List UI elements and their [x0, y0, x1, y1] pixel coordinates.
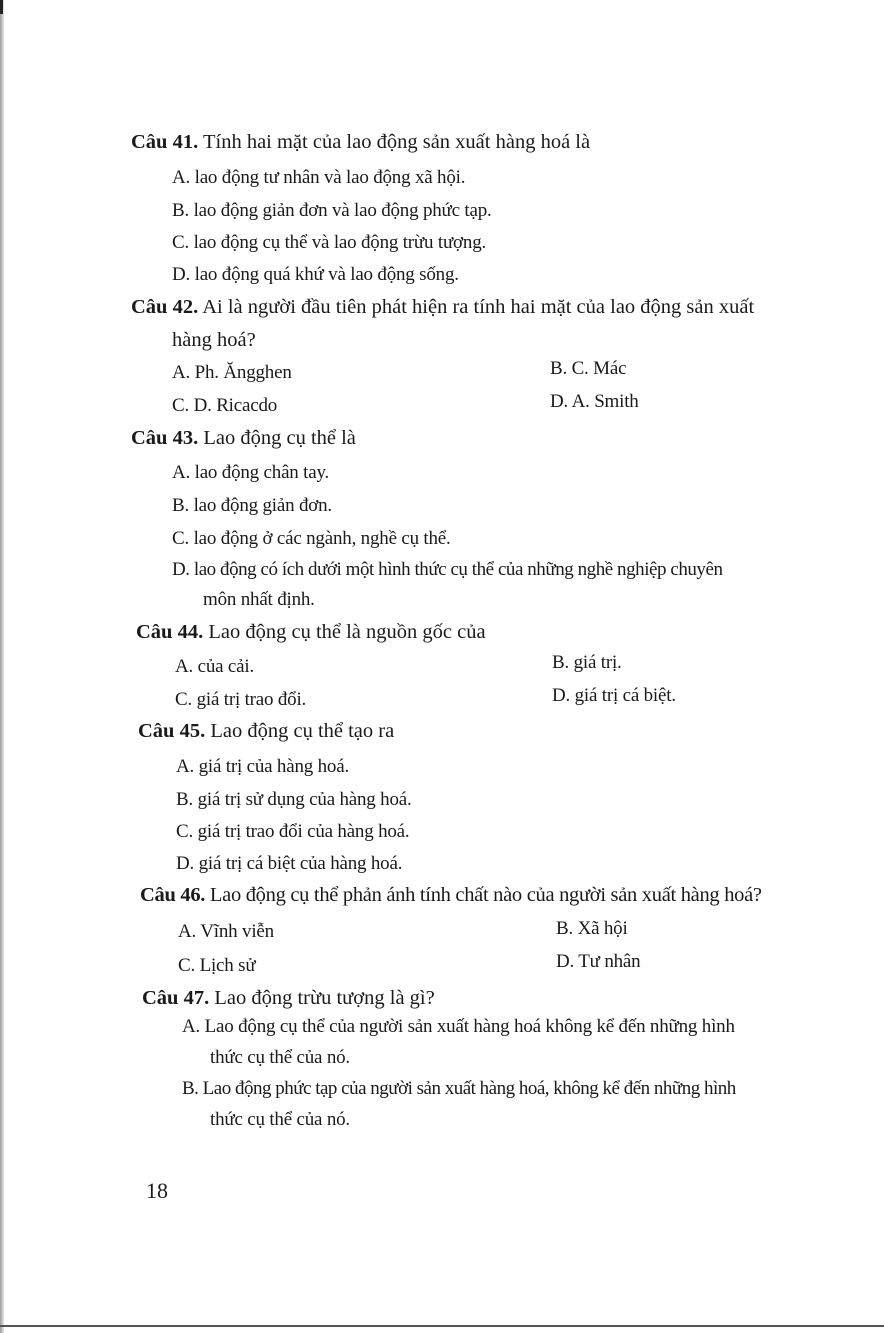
- option-42-a: A. Ph. Ăngghen: [172, 362, 292, 383]
- question-label: Câu 41.: [131, 131, 199, 153]
- option-44-d: D. giá trị cá biệt.: [552, 685, 676, 706]
- question-label: Câu 46.: [140, 884, 206, 906]
- question-42: [131, 295, 754, 319]
- option-44-c: C. giá trị trao đổi.: [175, 689, 307, 710]
- option-46-c: C. Lịch sử: [178, 955, 256, 976]
- option-47-b-cont: thức cụ thể của nó.: [210, 1109, 350, 1130]
- question-text: Lao động cụ thể là: [198, 427, 356, 449]
- scan-mark: [0, 0, 3, 14]
- option-43-d-cont: môn nhất định.: [203, 589, 315, 610]
- question-text: Lao động trừu tượng là gì?: [209, 987, 435, 1009]
- option-47-b: B. Lao động phức tạp của người sản xuất hàng hoá, không kể đến những hình: [182, 1078, 736, 1099]
- option-45-c: C. giá trị trao đổi của hàng hoá.: [176, 821, 410, 842]
- option-42-c: C. D. Ricacdo: [172, 395, 278, 416]
- question-label: Câu 44.: [136, 621, 204, 643]
- question-44: [136, 620, 486, 644]
- option-42-b: B. C. Mác: [550, 358, 627, 379]
- scan-edge-left: [0, 0, 4, 1333]
- option-41-d: D. lao động quá khứ và lao động sống.: [172, 264, 459, 285]
- option-42-d: D. A. Smith: [550, 391, 639, 412]
- question-text: Lao động cụ thể là nguồn gốc của: [203, 621, 486, 643]
- option-43-a: A. lao động chân tay.: [172, 462, 330, 483]
- question-text: Tính hai mặt của lao động sản xuất hàng hoá là: [198, 131, 591, 153]
- question-label: Câu 45.: [138, 720, 206, 742]
- option-44-a: A. của cải.: [175, 656, 255, 677]
- option-46-d: D. Tư nhân: [556, 951, 641, 972]
- option-45-a: A. giá trị của hàng hoá.: [176, 756, 350, 777]
- question-text: Lao động cụ thể tạo ra: [205, 720, 395, 742]
- option-45-d: D. giá trị cá biệt của hàng hoá.: [176, 853, 403, 874]
- option-47-a: A. Lao động cụ thể của người sản xuất hàng hoá không kể đến những hình: [182, 1016, 735, 1037]
- option-41-c: C. lao động cụ thể và lao động trừu tượng.: [172, 232, 487, 253]
- question-text: Ai là người đầu tiên phát hiện ra tính hai mặt của lao động sản xuất: [198, 296, 755, 318]
- option-43-c: C. lao động ở các ngành, nghề cụ thể.: [172, 528, 451, 549]
- option-43-b: B. lao động giản đơn.: [172, 495, 332, 516]
- option-46-a: A. Vĩnh viễn: [178, 921, 274, 942]
- scan-edge-bottom: [0, 1325, 884, 1327]
- question-label: Câu 42.: [131, 296, 199, 318]
- page-number: 18: [146, 1178, 168, 1203]
- question-text: Lao động cụ thể phản ánh tính chất nào của người sản xuất hàng hoá?: [205, 884, 762, 906]
- option-46-b: B. Xã hội: [556, 918, 628, 939]
- option-44-b: B. giá trị.: [552, 652, 622, 673]
- question-label: Câu 47.: [142, 987, 210, 1009]
- question-45: [138, 719, 394, 743]
- question-47: [142, 986, 435, 1010]
- option-45-b: B. giá trị sử dụng của hàng hoá.: [176, 789, 412, 810]
- option-41-b: B. lao động giản đơn và lao động phức tạp.: [172, 200, 492, 221]
- option-47-a-cont: thức cụ thể của nó.: [210, 1047, 350, 1068]
- option-43-d: D. lao động có ích dưới một hình thức cụ thể của những nghề nghiệp chuyên: [172, 559, 723, 580]
- question-label: Câu 43.: [131, 427, 199, 449]
- option-41-a: A. lao động tư nhân và lao động xã hội.: [172, 167, 466, 188]
- question-42-cont: hàng hoá?: [172, 329, 256, 351]
- question-43: [131, 426, 356, 450]
- question-46: [140, 883, 762, 907]
- question-41: [131, 130, 590, 154]
